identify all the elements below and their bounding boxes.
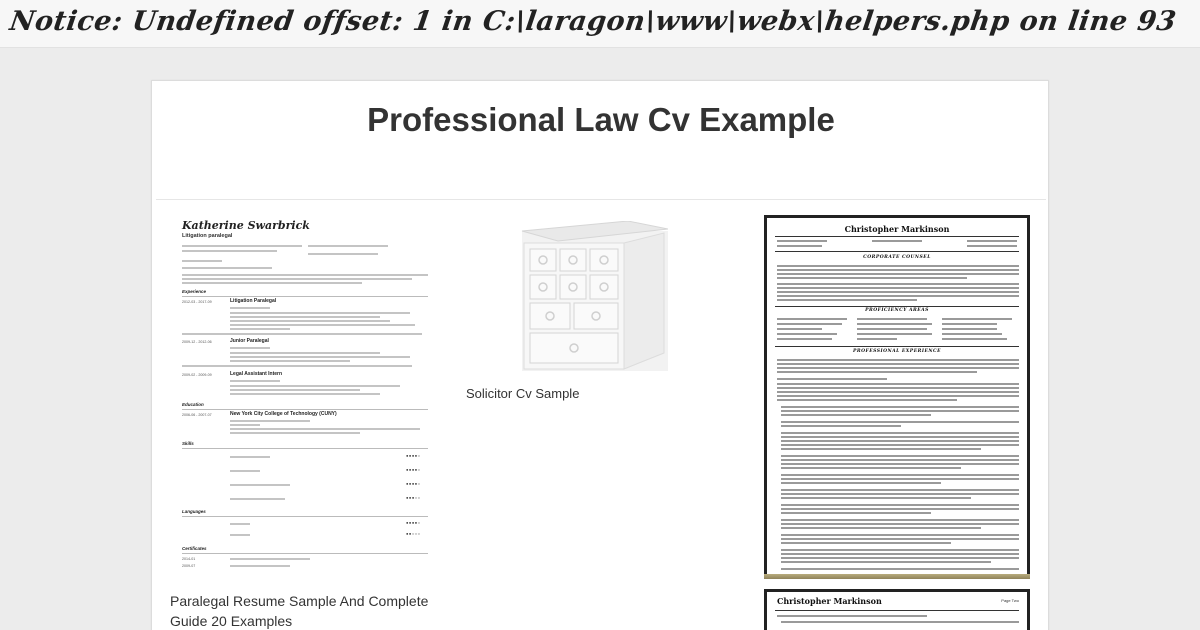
- resume-job: Junior Paralegal: [230, 338, 269, 344]
- cv-text-line: [857, 333, 932, 335]
- cv-text-line: [781, 455, 1019, 457]
- resume-year: 2009-12 - 2012-06: [182, 340, 212, 344]
- cv-name: Christopher Markinson: [844, 224, 950, 234]
- resume-text-line: [182, 278, 412, 280]
- cv-text-line: [781, 474, 1019, 476]
- gallery-caption-solicitor[interactable]: Solicitor Cv Sample: [466, 386, 580, 401]
- resume-text-line: [230, 312, 410, 314]
- cv-text-line: [942, 338, 1007, 340]
- cv-text-line: [857, 323, 932, 325]
- cv-text-line: [777, 338, 832, 340]
- resume-year: 2012-03 - 2017-09: [182, 300, 212, 304]
- cv-text-line: [777, 265, 1019, 267]
- resume-text-line: [230, 470, 260, 472]
- cv-text-line: [942, 333, 1002, 335]
- php-notice-text: Notice: Undefined offset: 1 in C:\laragon\www\webx\helpers.php on line 93: [7, 6, 1179, 37]
- language-rating: ●●○○○: [406, 531, 421, 536]
- cv-text-line: [781, 436, 1019, 438]
- cv-text-line: [777, 240, 827, 242]
- cv-text-line: [777, 295, 1019, 297]
- cv-text-line: [777, 283, 1019, 285]
- cv-text-line: [781, 534, 1019, 536]
- skill-rating: ●●●○○: [406, 495, 421, 500]
- cv-text-line: [781, 448, 981, 450]
- cv-rule: [775, 251, 1019, 252]
- cv-text-line: [777, 291, 1019, 293]
- resume-text-line: [230, 307, 270, 309]
- cv-heading: PROFICIENCY AREAS: [865, 308, 929, 313]
- cv-text-line: [781, 440, 1019, 442]
- resume-section-experience: Experience: [182, 289, 207, 294]
- cv-name: Christopher Markinson: [777, 596, 882, 606]
- cv-text-line: [781, 557, 1019, 559]
- cv-text-line: [781, 459, 1019, 461]
- cv-text-line: [777, 387, 1019, 389]
- resume-rule: [182, 409, 428, 410]
- cv-text-line: [777, 359, 1019, 361]
- resume-text-line: [230, 565, 290, 567]
- php-notice-bar: [0, 0, 1200, 48]
- cv-text-line: [781, 467, 961, 469]
- cv-text-line: [781, 621, 1019, 623]
- resume-text-line: [182, 250, 277, 252]
- cv-text-line: [781, 549, 1019, 551]
- cv-text-line: [781, 568, 1019, 570]
- cv-text-line: [942, 318, 1012, 320]
- resume-rule: [182, 553, 428, 554]
- resume-text-line: [230, 320, 390, 322]
- resume-text-line: [230, 356, 410, 358]
- cv-text-line: [781, 414, 931, 416]
- resume-rule: [182, 296, 428, 297]
- paralegal-resume-thumbnail[interactable]: [158, 203, 444, 583]
- resume-text-line: [230, 389, 360, 391]
- corporate-counsel-cv-page-two[interactable]: [764, 589, 1030, 630]
- resume-text-line: [308, 253, 378, 255]
- corporate-counsel-cv-thumbnail[interactable]: [764, 215, 1030, 577]
- cv-text-line: [781, 482, 941, 484]
- resume-job: Litigation Paralegal: [230, 298, 277, 304]
- cv-text-line: [781, 425, 901, 427]
- cv-text-line: [781, 542, 951, 544]
- cv-text-line: [777, 378, 887, 380]
- cv-text-line: [781, 489, 1019, 491]
- resume-text-line: [230, 380, 280, 382]
- cv-text-line: [777, 323, 842, 325]
- resume-text-line: [230, 498, 285, 500]
- resume-job: Legal Assistant Intern: [230, 371, 283, 377]
- resume-text-line: [230, 324, 415, 326]
- resume-text-line: [230, 360, 350, 362]
- cv-text-line: [967, 240, 1017, 242]
- resume-rule: [182, 516, 428, 517]
- cv-text-line: [781, 478, 1019, 480]
- resume-year: 2009-02 - 2009-09: [182, 373, 212, 377]
- resume-section-languages: Languages: [182, 509, 206, 514]
- cv-text-line: [777, 269, 1019, 271]
- resume-text-line: [230, 424, 260, 426]
- dresser-icon: [518, 221, 668, 376]
- resume-text-line: [182, 365, 412, 367]
- cv-text-line: [781, 497, 971, 499]
- cv-text-line: [781, 553, 1019, 555]
- resume-text-line: [230, 523, 250, 525]
- language-rating: ●●●●○: [406, 520, 421, 525]
- cv-rule: [775, 306, 1019, 307]
- resume-text-line: [230, 393, 380, 395]
- resume-text-line: [230, 420, 310, 422]
- cv-text-line: [777, 383, 1019, 385]
- cv-text-line: [777, 245, 822, 247]
- cv-text-line: [942, 323, 997, 325]
- cv-text-line: [781, 527, 981, 529]
- cv-text-line: [781, 463, 1019, 465]
- cv-text-line: [942, 328, 997, 330]
- resume-text-line: [308, 245, 388, 247]
- dresser-image[interactable]: [518, 221, 668, 376]
- cv-text-line: [777, 371, 977, 373]
- cv-text-line: [781, 493, 1019, 495]
- content-card: [151, 80, 1049, 630]
- cv-text-line: [781, 432, 1019, 434]
- resume-text-line: [182, 260, 222, 262]
- resume-text-line: [230, 484, 290, 486]
- skill-rating: ●●●●○: [406, 467, 421, 472]
- resume-text-line: [230, 428, 420, 430]
- resume-name: Katherine Swarbrick: [182, 219, 310, 232]
- cv-text-line: [777, 287, 1019, 289]
- resume-role: Litigation paralegal: [182, 233, 233, 239]
- cv-text-line: [781, 406, 1019, 408]
- cv-text-line: [777, 391, 1019, 393]
- cv-rule: [775, 346, 1019, 347]
- resume-section-skills: Skills: [182, 441, 194, 446]
- resume-text-line: [230, 534, 250, 536]
- resume-text-line: [230, 385, 400, 387]
- cv-text-line: [777, 333, 837, 335]
- cv-text-line: [777, 273, 1019, 275]
- cv-text-line: [781, 508, 1019, 510]
- cv-text-line: [781, 523, 1019, 525]
- cv-text-line: [857, 318, 927, 320]
- resume-text-line: [230, 558, 310, 560]
- cv-text-line: [781, 504, 1019, 506]
- resume-year: 2014-01: [182, 557, 196, 561]
- resume-text-line: [230, 316, 380, 318]
- resume-text-line: [230, 456, 270, 458]
- cv-text-line: [781, 519, 1019, 521]
- skill-rating: ●●●●○: [406, 481, 421, 486]
- cv-text-line: [777, 399, 957, 401]
- cv-heading: PROFESSIONAL EXPERIENCE: [852, 349, 942, 354]
- cv-rule: [775, 610, 1019, 611]
- cv-text-line: [781, 561, 991, 563]
- skill-rating: ●●●●○: [406, 453, 421, 458]
- resume-rule: [182, 448, 428, 449]
- cv-text-line: [777, 367, 1019, 369]
- resume-year: 2006-06 - 2007-07: [182, 413, 212, 417]
- resume-text-line: [230, 347, 270, 349]
- cv-text-line: [781, 410, 1019, 412]
- cv-text-line: [967, 245, 1017, 247]
- cv-text-line: [872, 240, 922, 242]
- resume-section-certificates: Certificates: [182, 546, 207, 551]
- resume-school: New York City College of Technology (CUNY): [230, 411, 337, 417]
- resume-text-line: [182, 274, 428, 276]
- cv-heading: CORPORATE COUNSEL: [863, 255, 931, 260]
- cv-rule: [775, 236, 1019, 237]
- resume-text-line: [182, 245, 302, 247]
- cv-text-line: [777, 318, 847, 320]
- cv-text-line: [857, 338, 897, 340]
- page-title: Professional Law Cv Example: [367, 101, 835, 138]
- resume-section-education: Education: [182, 402, 204, 407]
- resume-text-line: [230, 352, 380, 354]
- cv-text-line: [777, 615, 927, 617]
- resume-text-line: [182, 267, 272, 269]
- cv-text-line: [777, 395, 1019, 397]
- image-divider-band: [764, 574, 1030, 579]
- cv-text-line: [777, 328, 822, 330]
- cv-text-line: [857, 328, 927, 330]
- cv-text-line: [781, 538, 1019, 540]
- resume-text-line: [182, 333, 422, 335]
- resume-text-line: [182, 282, 362, 284]
- cv-text-line: [781, 512, 931, 514]
- cv-page-label: Page Two: [1001, 598, 1019, 603]
- cv-text-line: [777, 299, 917, 301]
- cv-text-line: [781, 421, 1019, 423]
- cv-text-line: [781, 444, 1019, 446]
- resume-year: 2009-07: [182, 564, 196, 568]
- title-divider: [156, 199, 1046, 200]
- cv-text-line: [777, 277, 967, 279]
- cv-text-line: [777, 363, 1019, 365]
- resume-text-line: [230, 432, 360, 434]
- resume-text-line: [230, 328, 290, 330]
- gallery-caption-paralegal[interactable]: Paralegal Resume Sample And Complete Guide 20 Examples: [170, 593, 429, 629]
